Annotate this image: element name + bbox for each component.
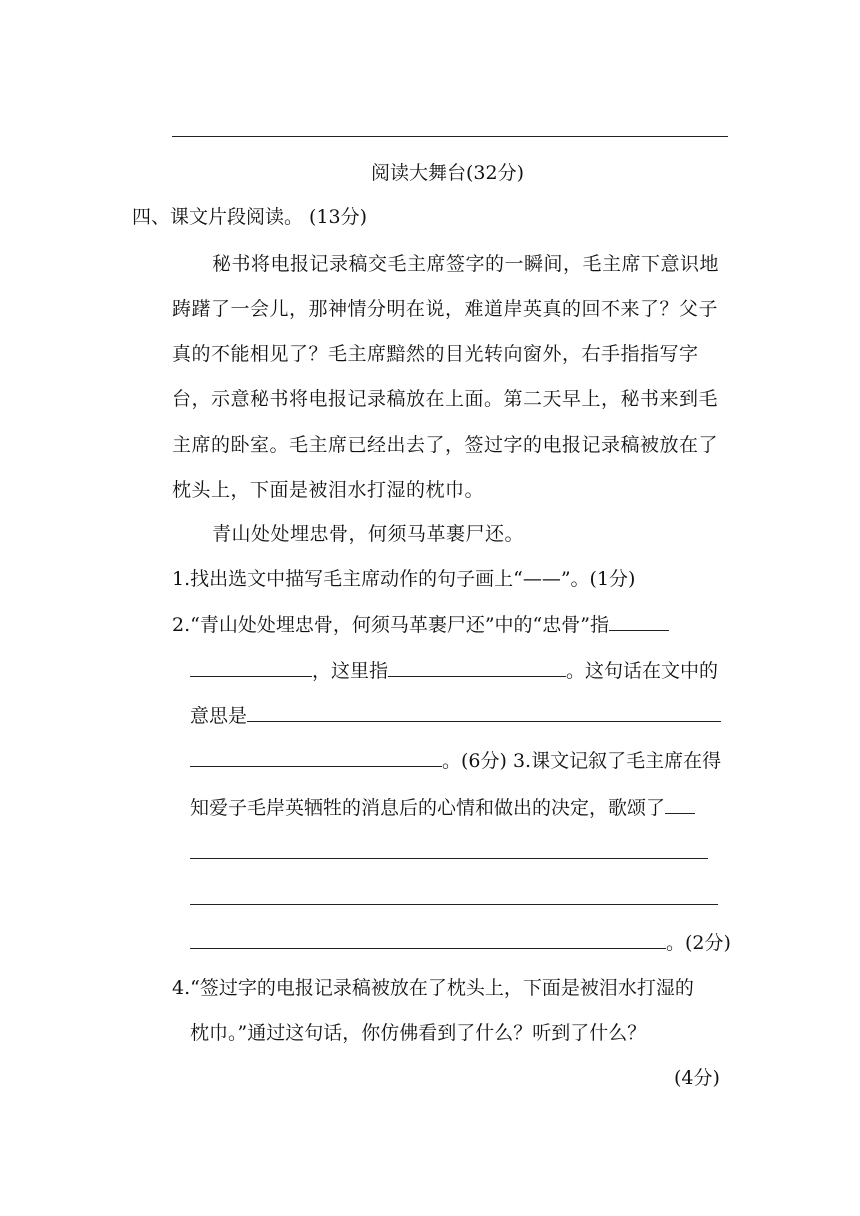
- passage-line: 真的不能相见了？毛主席黯然的目光转向窗外，右手指指写字: [172, 343, 699, 365]
- answer-blank[interactable]: [247, 703, 721, 722]
- answer-blank[interactable]: [665, 795, 695, 814]
- q3-text: 3.课文记叙了毛主席在得: [512, 750, 722, 772]
- q4-score: (4分): [674, 1067, 720, 1089]
- answer-blank[interactable]: [190, 748, 442, 767]
- answer-blank[interactable]: [190, 930, 666, 949]
- answer-blank[interactable]: [388, 658, 566, 677]
- passage-line: 踌躇了一会儿，那神情分明在说，难道岸英真的回不来了？父子: [172, 298, 719, 320]
- answer-blank[interactable]: [190, 886, 718, 905]
- answer-blank[interactable]: [609, 612, 669, 631]
- question-heading: 四、课文片段阅读。 (13分): [132, 206, 368, 228]
- question-1: 1.找出选文中描写毛主席动作的句子画上“——”。(1分): [172, 568, 636, 590]
- answer-blank[interactable]: [190, 658, 312, 677]
- passage-line: 秘书将电报记录稿交毛主席签字的一瞬间，毛主席下意识地: [212, 253, 720, 275]
- q3-text: 。(2分): [666, 932, 731, 954]
- q3-text: 知爱子毛岸英牺牲的消息后的心情和做出的决定，歌颂了: [190, 797, 666, 819]
- q4-line: 4.“签过字的电报记录稿被放在了枕头上，下面是被泪水打湿的: [172, 977, 694, 999]
- q2-text: 2.“青山处处埋忠骨，何须马革裹尸还”中的“忠骨”指: [172, 614, 609, 636]
- passage-poem: 青山处处埋忠骨，何须马革裹尸还。: [212, 523, 525, 545]
- q2-text: 。(6分): [442, 750, 507, 772]
- passage-line: 枕头上，下面是被泪水打湿的枕巾。: [172, 479, 485, 501]
- section-title: 阅读大舞台(32分): [371, 162, 525, 184]
- q2-text: ，这里指: [312, 660, 389, 682]
- passage-line: 主席的卧室。毛主席已经出去了，签过字的电报记录稿被放在了: [172, 434, 719, 456]
- q2-text: 意思是: [190, 705, 248, 727]
- q2-text: 。这句话在文中的: [566, 660, 719, 682]
- top-rule: [172, 136, 728, 137]
- answer-blank[interactable]: [190, 840, 708, 859]
- q4-line: 枕巾。”通过这句话，你仿佛看到了什么？听到了什么？: [190, 1022, 647, 1044]
- passage-line: 台，示意秘书将电报记录稿放在上面。第二天早上，秘书来到毛: [172, 388, 719, 410]
